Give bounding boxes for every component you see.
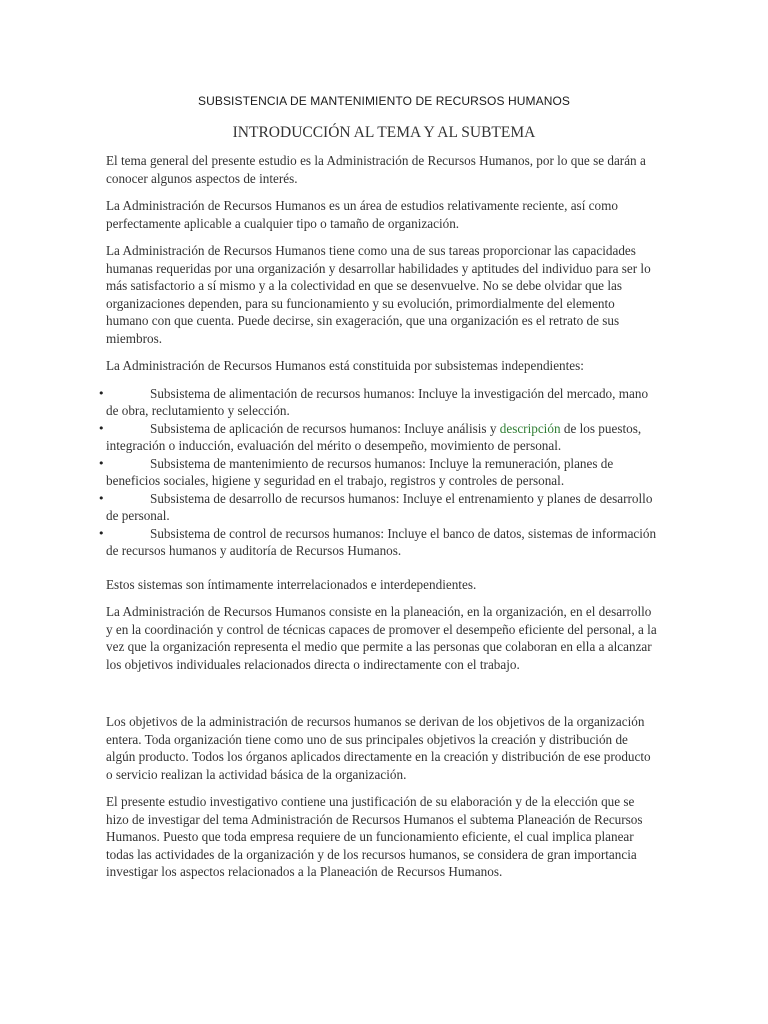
list-item-text: Subsistema de control de recursos humanos: Incluye el banco de datos, sistemas de información de recursos humanos y auditoría de Recursos Humanos. bbox=[106, 525, 657, 558]
list-item bbox=[98, 490, 658, 525]
list-item-text: Subsistema de alimentación de recursos humanos: Incluye la investigación del mercado, mano de obra, reclutamiento y selección. bbox=[106, 385, 649, 418]
bullet-icon: • bbox=[98, 526, 105, 540]
paragraph: El tema general del presente estudio es la Administración de Recursos Humanos, por lo que se darán a conocer algunos aspectos de interés. bbox=[106, 153, 646, 186]
paragraph: La Administración de Recursos Humanos consiste en la planeación, en la organización, en el desarrollo y en la coordinación y control de técnicas capaces de promover el desempeño eficiente del personal, a la vez que la organización representa el medio que permite a las personas que colaboran en ella a alcanzar los objetivos individuales relacionados directa o indirectamente con el trabajo. bbox=[106, 604, 657, 672]
list-item-text: Subsistema de aplicación de recursos humanos: Incluye análisis y bbox=[150, 420, 500, 436]
paragraph: La Administración de Recursos Humanos es un área de estudios relativamente reciente, así como perfectamente aplicable a cualquier tipo o tamaño de organización. bbox=[106, 198, 618, 231]
list-item bbox=[98, 420, 658, 455]
document-title: SUBSISTENCIA DE MANTENIMIENTO DE RECURSOS HUMANOS bbox=[197, 94, 571, 108]
document-body bbox=[98, 152, 658, 891]
list-item-text: de los puestos, integración o inducción, evaluación del mérito o desempeño, movimiento de personal. bbox=[106, 420, 642, 453]
paragraph: El presente estudio investigativo contiene una justificación de su elaboración y de la elección que se hizo de investigar del tema Administración de Recursos Humanos el subtema Planeación de Recursos Humanos. Puesto que toda empresa requiere de un funcionamiento eficiente, el cual implica planear todas las actividades de la organización y de los recursos humanos, se considera de gran importancia investigar los aspectos relacionados a la Planeación de Recursos Humanos. bbox=[106, 794, 643, 879]
bullet-icon: • bbox=[98, 456, 105, 470]
list-item-text: Subsistema de mantenimiento de recursos humanos: Incluye la remuneración, planes de beneficios sociales, higiene y seguridad en el trabajo, registros y controles de personal. bbox=[106, 455, 614, 488]
paragraph: La Administración de Recursos Humanos tiene como una de sus tareas proporcionar las capacidades humanas requeridas por una organización y desarrollar habilidades y aptitudes del individuo para ser lo más satisfactorio a sí mismo y a la colectividad en que se desenvuelve. No se debe olvidar que las organizaciones dependen, para su funcionamiento y su evolución, primordialmente del elemento humano con que cuenta. Puede decirse, sin exageración, que una organización es el retrato de sus miembros. bbox=[106, 243, 651, 346]
list-item-text: Subsistema de desarrollo de recursos humanos: Incluye el entrenamiento y planes de desarrollo de personal. bbox=[106, 490, 653, 523]
list-item bbox=[98, 455, 658, 490]
bullet-icon: • bbox=[98, 386, 105, 400]
bullet-icon: • bbox=[98, 421, 105, 435]
subsystems-list bbox=[98, 385, 658, 560]
descripcion-link[interactable]: descripción bbox=[499, 420, 561, 436]
list-item bbox=[98, 525, 658, 560]
document-subtitle: INTRODUCCIÓN AL TEMA Y AL SUBTEMA bbox=[232, 124, 536, 141]
paragraph: Estos sistemas son íntimamente interrelacionados e interdependientes. bbox=[106, 576, 477, 592]
list-item bbox=[98, 385, 658, 420]
paragraph: Los objetivos de la administración de recursos humanos se derivan de los objetivos de la organización entera. Toda organización tiene como uno de sus principales objetivos la creación y distribución de algún producto. Todos los órganos aplicados directamente en la creación y distribución de ese producto o servicio realizan la actividad básica de la organización. bbox=[106, 714, 651, 782]
paragraph: La Administración de Recursos Humanos está constituida por subsistemas independientes: bbox=[106, 358, 584, 373]
bullet-icon: • bbox=[98, 491, 105, 505]
